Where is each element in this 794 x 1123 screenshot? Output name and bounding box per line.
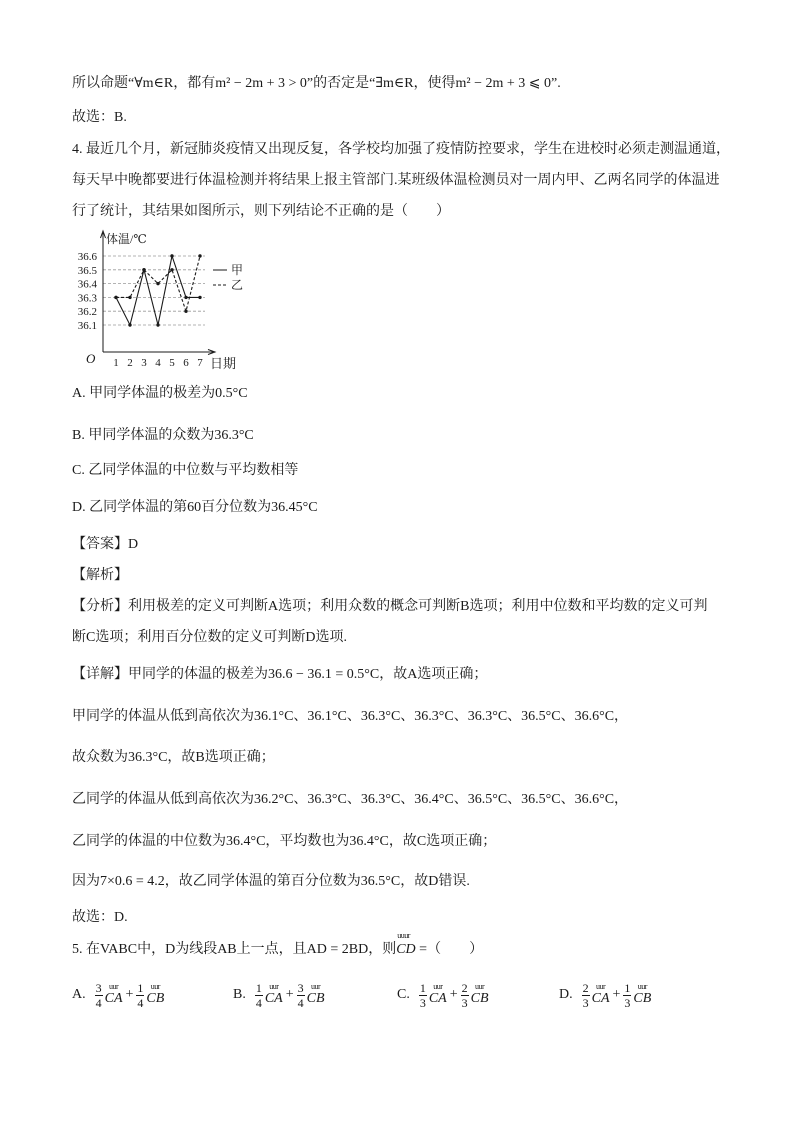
vector-cb [307, 983, 325, 1007]
plus-sign: + [612, 987, 621, 1002]
x-tick-label: 1 [113, 357, 119, 369]
x-tick-label: 2 [127, 357, 133, 369]
vector-arrow-glyph: uur [595, 982, 606, 991]
x-tick-label: 7 [197, 357, 203, 369]
vector-name: CA [591, 991, 610, 1006]
q4-stem-line-1: 4. 最近几个月，新冠肺炎疫情又出现反复，各学校均加强了疫情防控要求，学生在进校时必须走测温通道， [72, 142, 730, 157]
y-tick-label: 36.1 [77, 320, 97, 332]
series-yi-point [198, 254, 201, 257]
fraction [255, 981, 263, 1010]
q5-stem [72, 931, 484, 960]
option-label: D. [559, 987, 573, 1002]
series-yi-point [170, 268, 173, 271]
vector-name: CB [470, 991, 489, 1006]
option-label: C. [397, 987, 410, 1002]
q5-option-a [72, 979, 165, 1011]
q4-option-c: C. 乙同学体温的中位数与平均数相等 [72, 463, 299, 478]
y-tick-label: 36.4 [77, 278, 97, 291]
denominator: 4 [255, 995, 262, 1010]
q4-detail-line-6: 因为7×0.6 = 4.2，故乙同学体温的第百分位数为36.5°C，故D错误. [72, 874, 470, 889]
q4-detail-line-4: 乙同学的体温从低到高依次为36.2°C、36.3°C、36.3°C、36.4°C、36.5°C、36.5°C、36.6°C， [72, 792, 629, 807]
denominator: 3 [582, 995, 589, 1010]
y-tick-label: 36.5 [77, 264, 97, 277]
denominator: 3 [461, 995, 468, 1010]
q5-option-d [559, 979, 652, 1011]
legend-label-jia: 甲 [231, 263, 244, 277]
q3-negation-line: 所以命题“∀m∈R，都有m² − 2m + 3 > 0”的否定是“∃m∈R，使得m² − 2m + 3 ⩽ 0”. [72, 76, 561, 91]
fraction [136, 981, 144, 1010]
vector-arrow-glyph: uuur [397, 931, 410, 940]
series-jia-point [170, 254, 173, 257]
vector-name: CA [104, 991, 123, 1006]
series-jia-point [128, 323, 131, 326]
q4-detail-line-5: 乙同学的体温的中位数为36.4°C，平均数也为36.4°C，故C选项正确； [72, 834, 497, 849]
q4-option-d: D. 乙同学体温的第60百分位数为36.45°C [72, 500, 318, 515]
vector-name: CA [428, 991, 447, 1006]
chart-series [114, 254, 201, 326]
vector-cb [633, 983, 651, 1007]
plus-sign: + [285, 987, 294, 1002]
q4-option-a: A. 甲同学体温的极差为0.5°C [72, 386, 248, 401]
plus-sign: + [449, 987, 458, 1002]
series-yi-point [114, 296, 117, 299]
fraction [582, 981, 590, 1010]
x-tick-label: 4 [155, 357, 161, 369]
numerator: 2 [582, 980, 589, 995]
q4-detail-line-3: 故众数为36.3°C，故B选项正确； [72, 750, 275, 765]
fraction [419, 981, 427, 1010]
x-tick-label: 3 [141, 357, 147, 369]
numerator: 3 [297, 980, 304, 995]
vector-cb [471, 983, 489, 1007]
chart-legend [213, 263, 243, 292]
numerator: 2 [461, 980, 468, 995]
series-jia-point [198, 296, 201, 299]
series-jia-point [156, 323, 159, 326]
fraction [623, 981, 631, 1010]
temperature-chart [66, 226, 256, 376]
q4-stem-line-2: 每天早中晚都要进行体温检测并将结果上报主管部门.某班级体温检测员对一周内甲、乙两名同学的体温进 [72, 173, 720, 188]
vector-arrow-glyph: uur [637, 982, 647, 991]
fraction [95, 981, 103, 1010]
denominator: 3 [419, 995, 426, 1010]
q4-choice: 故选：D. [72, 910, 128, 925]
chart-grid [103, 256, 205, 325]
numerator: 1 [137, 980, 144, 995]
vector-name: CD [396, 942, 416, 957]
denominator: 4 [137, 995, 144, 1010]
vector-arrow-glyph: uur [108, 982, 119, 991]
q4-analysis-line-2: 断C选项；利用百分位数的定义可判断D选项. [72, 630, 347, 645]
series-yi-point [142, 268, 145, 271]
numerator: 1 [624, 980, 631, 995]
origin-label: O [86, 351, 96, 366]
option-label: B. [233, 987, 246, 1002]
series-yi-point [128, 296, 131, 299]
x-axis-label: 日期 [210, 356, 237, 371]
q5-option-c [397, 979, 490, 1011]
q4-option-b: B. 甲同学体温的众数为36.3°C [72, 428, 254, 443]
q4-stem-line-3: 行了统计，其结果如图所示，则下列结论不正确的是（ ） [72, 204, 450, 219]
vector-name: CB [146, 991, 165, 1006]
legend-label-yi: 乙 [231, 278, 244, 292]
y-tick-label: 36.6 [77, 251, 97, 263]
vector-arrow-glyph: uur [150, 982, 160, 991]
numerator: 3 [95, 980, 102, 995]
denominator: 3 [624, 995, 631, 1010]
q5-stem-suffix: =（ ） [415, 942, 484, 957]
vector-arrow-glyph: uur [433, 982, 443, 991]
vector-arrow-glyph: uur [269, 982, 279, 991]
vector-arrow-glyph: uur [311, 982, 321, 991]
numerator: 1 [419, 980, 426, 995]
numerator: 1 [255, 980, 262, 995]
q5-vector-cd [396, 931, 416, 960]
vector-name: CA [264, 991, 283, 1006]
vector-arrow-glyph: uur [475, 982, 485, 991]
denominator: 4 [95, 995, 102, 1010]
vector-cb [146, 983, 164, 1007]
vector-ca [105, 983, 123, 1007]
y-tick-label: 36.3 [77, 292, 97, 305]
series-jia-line [116, 256, 200, 325]
q3-choice: 故选：B. [72, 110, 127, 125]
series-jia-point [184, 296, 187, 299]
x-tick-label: 6 [183, 357, 189, 369]
q5-option-b [233, 979, 326, 1011]
fraction [297, 981, 305, 1010]
x-tick-label: 5 [169, 357, 175, 369]
series-yi-point [184, 310, 187, 313]
fraction [461, 981, 469, 1010]
vector-ca [429, 983, 447, 1007]
q4-detail-line-1: 【详解】甲同学的体温的极差为36.6 − 36.1 = 0.5°C，故A选项正确； [72, 667, 488, 682]
q4-detail-line-2: 甲同学的体温从低到高依次为36.1°C、36.1°C、36.3°C、36.3°C、36.3°C、36.5°C、36.6°C， [72, 709, 629, 724]
series-yi-point [156, 282, 159, 285]
q5-stem-prefix: 5. 在VABC中，D为线段AB上一点，且AD = 2BD，则 [72, 942, 397, 957]
q4-answer: 【答案】D [72, 537, 139, 552]
q4-analysis-heading: 【解析】 [72, 568, 128, 583]
vector-ca [265, 983, 283, 1007]
denominator: 4 [297, 995, 304, 1010]
option-label: A. [72, 987, 86, 1002]
y-axis-label: 体温/℃ [106, 232, 147, 246]
vector-name: CB [306, 991, 325, 1006]
vector-name: CB [633, 991, 652, 1006]
plus-sign: + [125, 987, 134, 1002]
vector-ca [592, 983, 610, 1007]
y-tick-label: 36.2 [77, 306, 97, 319]
q4-analysis-line-1: 【分析】利用极差的定义可判断A选项；利用众数的概念可判断B选项；利用中位数和平均数的定义可判 [72, 599, 708, 614]
